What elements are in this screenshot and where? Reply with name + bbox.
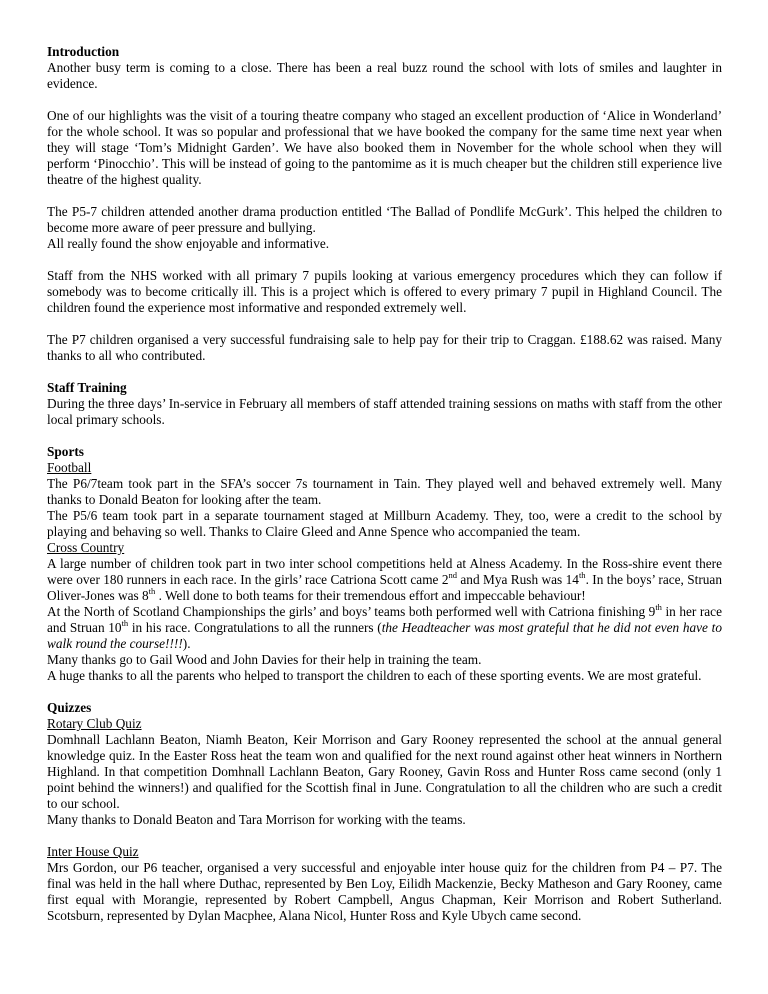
headteacher-aside: the Headteacher was most grateful that he did not even have to walk round the course!!!! bbox=[47, 620, 722, 651]
cross-country-subheading: Cross Country bbox=[47, 540, 125, 555]
football-subheading: Football bbox=[47, 460, 92, 475]
introduction-heading: Introduction bbox=[47, 44, 120, 59]
ordinal-suffix: nd bbox=[448, 569, 457, 580]
text-run: . In the boys’ race, Struan Oliver-Jones was 8 bbox=[47, 572, 722, 603]
cross-country-results-paragraph bbox=[47, 556, 722, 604]
rotary-quiz-paragraph: Domhnall Lachlann Beaton, Niamh Beaton, Keir Morrison and Gary Rooney represented the school at the annual general knowledge quiz. In the Easter Ross heat the team won and qualified for the next round against other heat winners in Northern Highland. In that competition Domhnall Lachlann Beaton, Gary Rooney, Gavin Ross and Hunter Ross came second (only 1 point behind the winners!) and qualified for the Scottish final in June. Congratulation to all the children who are such a credit to our school. bbox=[47, 732, 722, 811]
football-p56-paragraph: The P5/6 team took part in a separate tournament staged at Millburn Academy. They, too, were a credit to the school by playing and behaving so well. Thanks to Claire Gleed and Anne Spence who accompanied the team. bbox=[47, 508, 722, 539]
ordinal-suffix: th bbox=[121, 617, 129, 628]
drama-paragraph: The P5-7 children attended another drama production entitled ‘The Ballad of Pondlife McGurk’. This helped the children to become more aware of peer pressure and bullying. bbox=[47, 204, 722, 235]
rotary-quiz-subheading: Rotary Club Quiz bbox=[47, 716, 142, 731]
text-run: in his race. Congratulations to all the runners ( bbox=[128, 620, 382, 635]
newsletter-page bbox=[47, 44, 722, 924]
ordinal-suffix: th bbox=[655, 601, 662, 612]
rotary-quiz-thanks: Many thanks to Donald Beaton and Tara Morrison for working with the teams. bbox=[47, 812, 466, 827]
drama-followup: All really found the show enjoyable and informative. bbox=[47, 236, 330, 251]
training-thanks: Many thanks go to Gail Wood and John Davies for their help in training the team. bbox=[47, 652, 482, 667]
championships-paragraph bbox=[47, 601, 722, 652]
intro-paragraph: Another busy term is coming to a close. There has been a real buzz round the school with lots of smiles and laughter in evidence. bbox=[47, 60, 722, 91]
ordinal-suffix: th bbox=[578, 569, 586, 580]
staff-training-heading: Staff Training bbox=[47, 380, 127, 395]
fundraising-paragraph: The P7 children organised a very successful fundraising sale to help pay for their trip to Craggan. £188.62 was raised. Many thanks to all who contributed. bbox=[47, 332, 722, 363]
parents-thanks: A huge thanks to all the parents who helped to transport the children to each of these sporting events. We are most grateful. bbox=[47, 668, 702, 683]
text-run: in her race and Struan 10 bbox=[47, 604, 722, 635]
text-run: ). bbox=[182, 636, 191, 651]
sports-heading: Sports bbox=[47, 444, 84, 459]
nhs-paragraph: Staff from the NHS worked with all primary 7 pupils looking at various emergency procedures which they can follow if somebody was to become critically ill. This is a project which is offered to every primary 7 pupil in Highland Council. The children found the experience most informative and responded extremely well. bbox=[47, 268, 722, 315]
inter-house-quiz-subheading: Inter House Quiz bbox=[47, 844, 139, 859]
ordinal-suffix: th bbox=[148, 585, 156, 596]
theatre-paragraph: One of our highlights was the visit of a touring theatre company who staged an excellent production of ‘Alice in Wonderland’ for the whole school. It was so popular and professional that we have booked the company for the same time next year when they will stage ‘Tom’s Midnight Garden’. We have also booked them in November for the whole school when they will perform ‘Pinocchio’. This will be instead of going to the pantomime as it is much cheaper but the children still experience live theatre of the highest quality. bbox=[47, 108, 722, 187]
text-run: . Well done to both teams for their tremendous effort and impeccable behaviour! bbox=[155, 588, 586, 603]
text-run: A large number of children took part in two inter school competitions held at Alness Academy. In the Ross-shire event there were over 180 runners in each race. In the girls’ race Catriona Scott came 2 bbox=[47, 556, 722, 587]
quizzes-heading: Quizzes bbox=[47, 700, 92, 715]
inter-house-quiz-paragraph: Mrs Gordon, our P6 teacher, organised a very successful and enjoyable inter house quiz for the children from P4 – P7. The final was held in the hall where Duthac, represented by Ben Loy, Eilidh Mackenzie, Becky Matheson and Gary Rooney, came first equal with Morangie, represented by Robert Campbell, Angus Chapman, Keir Morrison and Robert Sutherland. Scotsburn, represented by Dylan Macphee, Alana Nicol, Hunter Ross and Kyle Ubych came second. bbox=[47, 860, 722, 923]
staff-training-paragraph: During the three days’ In-service in February all members of staff attended training sessions on maths with staff from the other local primary schools. bbox=[47, 396, 722, 427]
text-run: and Mya Rush was 14 bbox=[457, 572, 579, 587]
football-p67-paragraph: The P6/7team took part in the SFA’s soccer 7s tournament in Tain. They played well and behaved extremely well. Many thanks to Donald Beaton for looking after the team. bbox=[47, 476, 722, 507]
text-run: At the North of Scotland Championships the girls’ and boys’ teams both performed well with Catriona finishing 9 bbox=[47, 604, 656, 619]
